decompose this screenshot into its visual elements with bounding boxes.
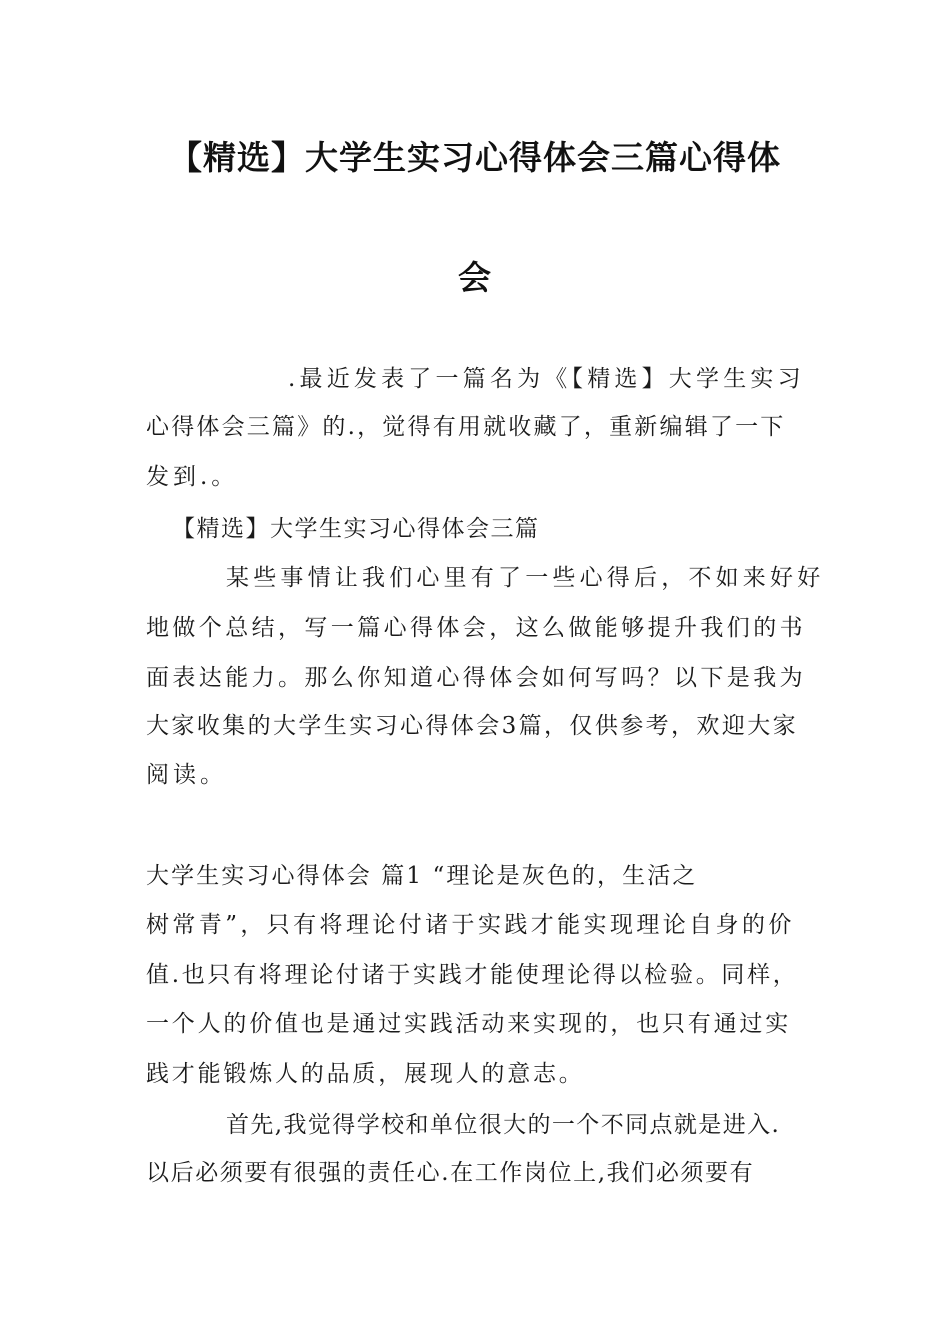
intro-line-3: 发到.。 [146,464,239,490]
intro-line-2: 心得体会三篇》的.，觉得有用就收藏了，重新编辑了一下 [146,414,786,440]
paragraph-line-4: 大家收集的大学生实习心得体会3篇，仅供参考，欢迎大家 [146,713,799,739]
article1-line-7: 以后必须要有很强的责任心.在工作岗位上,我们必须要有 [146,1160,755,1186]
paragraph-line-3: 面表达能力。那么你知道心得体会如何写吗？以下是我为 [146,665,806,691]
intro-line-1: .最近发表了一篇名为《【精选】大学生实习 [288,366,805,392]
article1-line-2: 树常青”，只有将理论付诸于实践才能实现理论自身的价 [146,912,795,938]
section-heading: 【精选】大学生实习心得体会三篇 [172,516,540,542]
article1-line-5: 践才能锻炼人的品质，展现人的意志。 [146,1061,585,1087]
paragraph-line-1: 某些事情让我们心里有了一些心得后，不如来好好 [226,565,825,591]
article1-line-4: 一个人的价值也是通过实践活动来实现的，也只有通过实 [146,1011,791,1037]
document-title-line-1: 【精选】大学生实习心得体会三篇心得体 [169,138,781,177]
article1-line-3: 值.也只有将理论付诸于实践才能使理论得以检验。同样， [146,962,799,988]
article1-line-1: 大学生实习心得体会 篇1 “理论是灰色的，生活之 [146,863,698,889]
paragraph-line-5: 阅读。 [146,762,227,788]
paragraph-line-2: 地做个总结，写一篇心得体会，这么做能够提升我们的书 [146,615,806,641]
document-title-line-2: 会 [458,258,492,297]
article1-line-6: 首先,我觉得学校和单位很大的一个不同点就是进入. [226,1112,781,1138]
